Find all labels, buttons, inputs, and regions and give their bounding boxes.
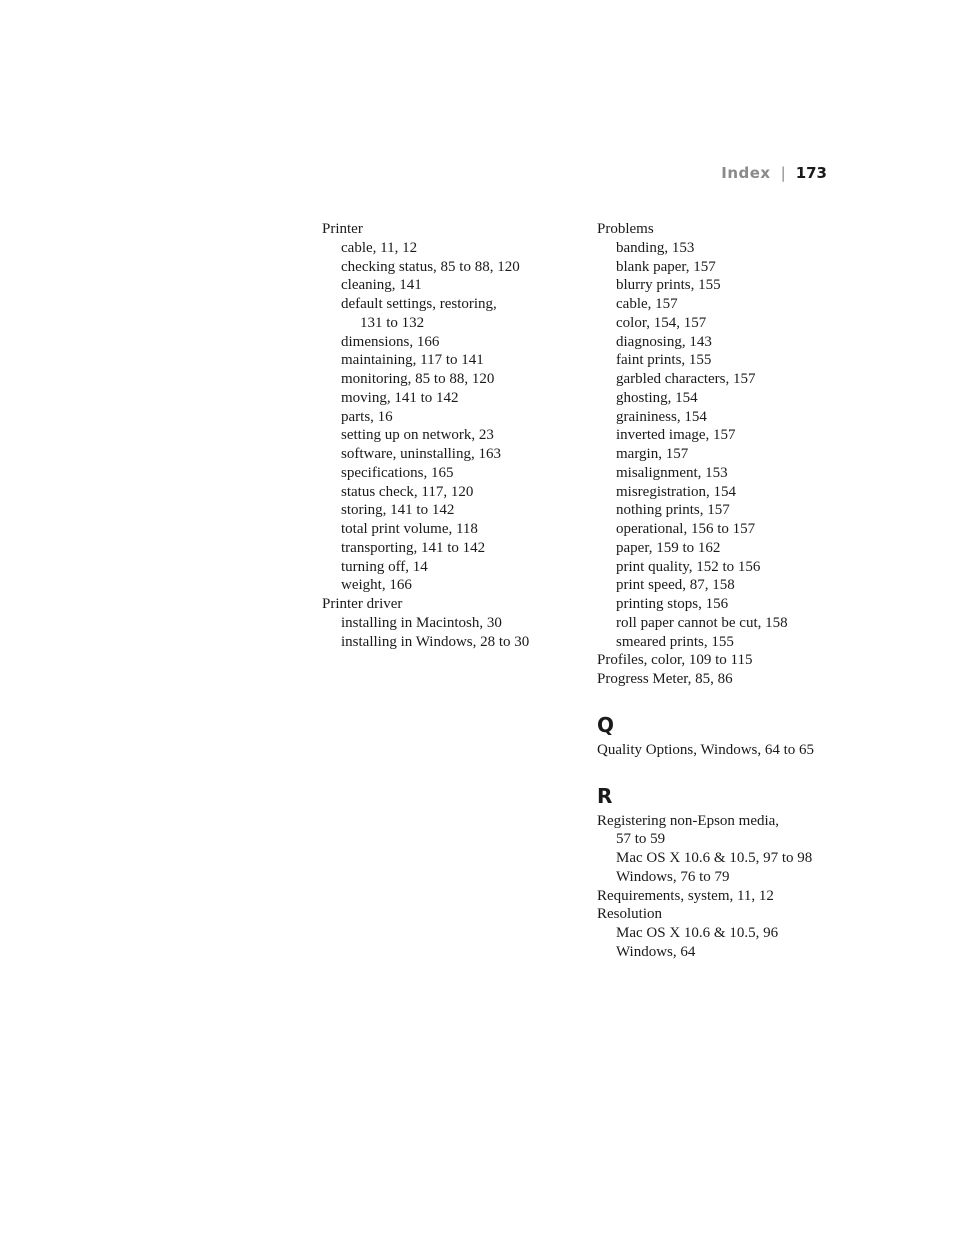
index-subentry: moving, 141 to 142 [341,389,459,406]
index-column-right [597,220,837,962]
index-subentry: checking status, 85 to 88, 120 [341,258,520,275]
running-header [721,163,827,183]
index-subentry: color, 154, 157 [616,314,707,331]
section-title: Index [721,164,771,182]
index-entry: Requirements, system, 11, 12 [597,887,774,904]
index-entry: Printer driver [322,596,403,612]
index-subentry: status check, 117, 120 [341,483,474,500]
index-subentry: weight, 166 [341,577,412,594]
index-subentry: cable, 11, 12 [341,239,418,256]
index-subentry: dimensions, 166 [341,333,440,350]
index-entry: Registering non-Epson media, [597,812,780,829]
index-section-letter: R [597,783,613,808]
index-subentry: Windows, 64 [616,943,696,960]
index-subentry: ghosting, 154 [616,389,698,406]
index-subentry: Mac OS X 10.6 & 10.5, 97 to 98 [616,850,813,866]
index-subentry: faint prints, 155 [616,352,712,369]
index-subentry: blank paper, 157 [616,258,716,275]
index-entry: Progress Meter, 85, 86 [597,671,733,687]
index-subentry: print quality, 152 to 156 [616,558,761,575]
index-subentry: cleaning, 141 [341,277,422,294]
index-subentry: monitoring, 85 to 88, 120 [341,371,495,387]
index-subentry: installing in Macintosh, 30 [341,614,502,631]
index-subentry: diagnosing, 143 [616,333,712,350]
index-subentry: Windows, 76 to 79 [616,868,730,885]
index-subentry: print speed, 87, 158 [616,577,735,594]
page-number: 173 [795,164,827,182]
index-subentry: transporting, 141 to 142 [341,539,486,556]
index-subentry: specifications, 165 [341,464,454,481]
index-subentry: total print volume, 118 [341,521,478,537]
index-subentry: margin, 157 [616,446,689,462]
index-subentry: software, uninstalling, 163 [341,446,501,462]
index-section-letter: Q [597,712,615,737]
index-subentry: inverted image, 157 [616,427,736,444]
index-subentry: smeared prints, 155 [616,633,734,650]
index-subentry: Mac OS X 10.6 & 10.5, 96 [616,925,779,941]
index-subentry: printing stops, 156 [616,596,729,612]
index-subentry: misalignment, 153 [616,464,728,481]
index-subentry: graininess, 154 [616,408,707,425]
index-subentry: default settings, restoring, [341,296,497,312]
index-subentry: maintaining, 117 to 141 [341,352,484,369]
index-subentry: operational, 156 to 157 [616,521,756,537]
index-subentry: setting up on network, 23 [341,427,494,444]
index-subentry: blurry prints, 155 [616,277,721,294]
index-subentry: cable, 157 [616,296,678,312]
index-entry: Quality Options, Windows, 64 to 65 [597,741,815,758]
index-column-left [322,220,572,651]
index-subentry: roll paper cannot be cut, 158 [616,614,788,631]
index-entry: Problems [597,221,654,237]
index-subentry: storing, 141 to 142 [341,502,455,519]
index-subentry: 131 to 132 [360,314,425,331]
header-separator: | [780,164,786,182]
index-subentry: nothing prints, 157 [616,502,730,519]
index-subentry: installing in Windows, 28 to 30 [341,633,530,650]
index-subentry: banding, 153 [616,239,695,256]
index-entry: Profiles, color, 109 to 115 [597,652,753,669]
index-subentry: paper, 159 to 162 [616,539,721,556]
index-entry: Printer [322,221,363,237]
index-entry: Resolution [597,906,663,923]
index-subentry: turning off, 14 [341,558,428,575]
index-subentry: 57 to 59 [616,831,666,848]
index-subentry: garbled characters, 157 [616,371,756,387]
index-subentry: parts, 16 [341,408,393,425]
index-subentry: misregistration, 154 [616,483,736,500]
